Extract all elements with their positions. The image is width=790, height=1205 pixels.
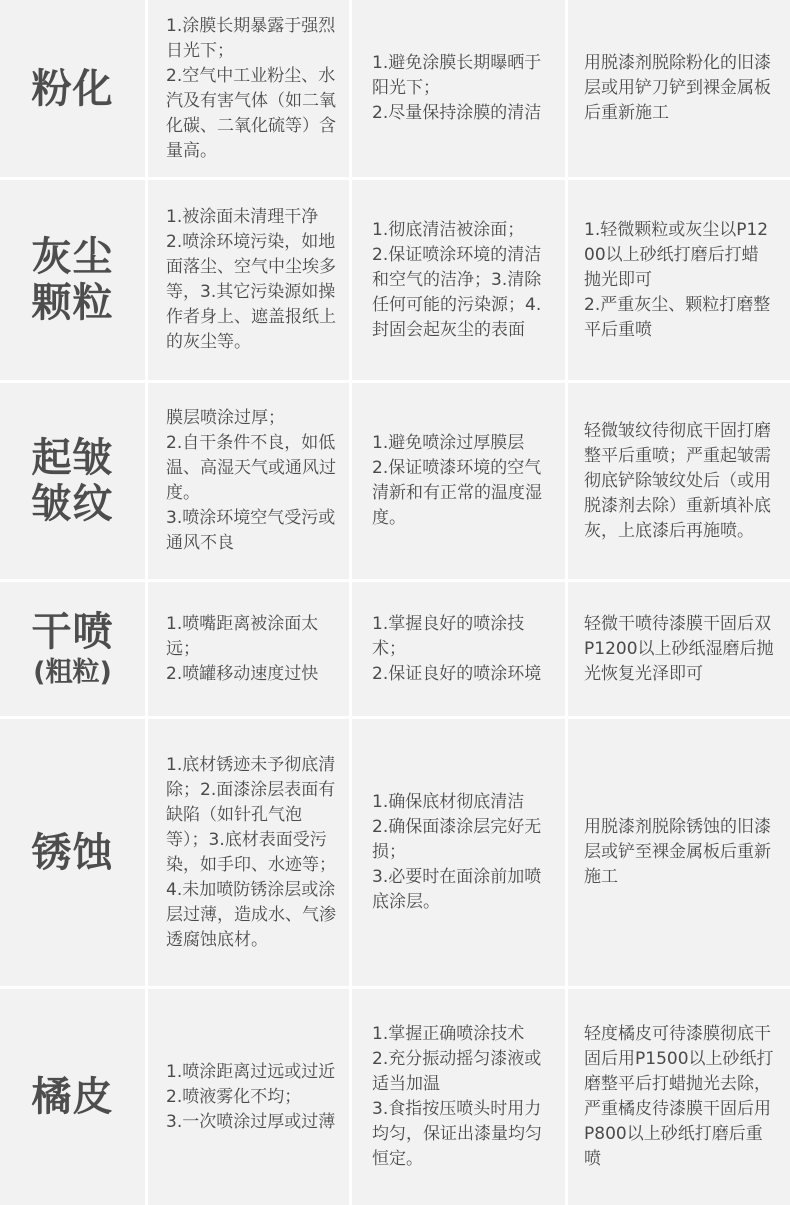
- cause-text: 膜层喷涂过厚； 2.自干条件不良，如低温、高湿天气或通风过度。 3.喷涂环境空气受污或通风不良: [166, 408, 336, 553]
- row-title: 橘皮: [31, 1074, 114, 1120]
- treatment-cell: [568, 989, 790, 1205]
- cause-text: 1.喷嘴距离被涂面太远； 2.喷罐移动速度过快: [166, 613, 319, 684]
- cause-cell: [148, 582, 352, 716]
- treatment-cell: [568, 719, 790, 986]
- treatment-text: 用脱漆剂脱除锈蚀的旧漆层或铲至裸金属板后重新施工: [584, 817, 771, 887]
- prevention-text: 1.彻底清洁被涂面； 2.保证喷涂环境的清洁和空气的洁净；3.清除任何可能的污染源；4.封固会起灰尘的表面: [372, 219, 542, 340]
- row-title-cell: [0, 719, 148, 986]
- cause-text: 1.底材锈迹未予彻底清除；2.面漆涂层表面有缺陷（如针孔气泡等）；3.底材表面受污染，如手印、水迹等；4.未加喷防锈涂层或涂层过薄，造成水、气渗透腐蚀底材。: [166, 754, 336, 950]
- row-title-cell: [0, 0, 148, 177]
- treatment-cell: [568, 582, 790, 716]
- row-title-cell: [0, 582, 148, 716]
- cause-text: 1.被涂面未清理干净 2.喷涂环境污染，如地面落尘、空气中尘埃多等，3.其它污染源如操作者身上、遮盖报纸上的灰尘等。: [166, 207, 336, 352]
- prevention-text: 1.避免喷涂过厚膜层 2.保证喷漆环境的空气清新和有正常的温度湿度。: [372, 433, 542, 528]
- prevention-cell: [352, 383, 568, 579]
- treatment-cell: [568, 0, 790, 177]
- cause-cell: [148, 0, 352, 177]
- treatment-cell: [568, 383, 790, 579]
- treatment-text: 轻微皱纹待彻底干固打磨整平后重喷；严重起皱需彻底铲除皱纹处后（或用脱漆剂去除）重新填补底灰，上底漆后再施喷。: [584, 420, 771, 541]
- row-subtitle: (粗粒): [33, 657, 112, 688]
- cause-cell: [148, 989, 352, 1205]
- row-title: 起皱皱纹: [31, 435, 114, 527]
- row-title: 干喷: [31, 609, 114, 655]
- cause-cell: [148, 719, 352, 986]
- cause-cell: [148, 383, 352, 579]
- row-title-cell: [0, 989, 148, 1205]
- prevention-cell: [352, 0, 568, 177]
- row-title-cell: [0, 180, 148, 380]
- prevention-text: 1.掌握良好的喷涂技术； 2.保证良好的喷涂环境: [372, 613, 542, 684]
- row-title: 粉化: [31, 65, 114, 112]
- cause-text: 1.喷涂距离过远或过近 2.喷液雾化不均； 3.一次喷涂过厚或过薄: [166, 1061, 336, 1132]
- row-title-cell: [0, 383, 148, 579]
- prevention-cell: [352, 582, 568, 716]
- prevention-cell: [352, 180, 568, 380]
- prevention-text: 1.避免涂膜长期曝晒于阳光下； 2.尽量保持涂膜的清洁: [372, 53, 542, 123]
- treatment-text: 轻度橘皮可待漆膜彻底干固后用P1500以上砂纸打磨整平后打蜡抛光去除，严重橘皮待漆膜干固后用P800以上砂纸打磨后重喷: [584, 1024, 774, 1169]
- treatment-text: 轻微干喷待漆膜干固后双P1200以上砂纸湿磨后抛光恢复光泽即可: [584, 613, 774, 684]
- treatment-text: 1.轻微颗粒或灰尘以P1200以上砂纸打磨后打蜡抛光即可 2.严重灰尘、颗粒打磨整平后重喷: [584, 219, 771, 340]
- row-title: 灰尘颗粒: [31, 234, 114, 326]
- treatment-text: 用脱漆剂脱除粉化的旧漆层或用铲刀铲到裸金属板后重新施工: [584, 53, 771, 123]
- prevention-text: 1.掌握正确喷涂技术 2.充分振动摇匀漆液或适当加温 3.食指按压喷头时用力均匀，保证出漆量均匀恒定。: [372, 1024, 542, 1169]
- prevention-text: 1.确保底材彻底清洁 2.确保面漆涂层完好无损； 3.必要时在面涂前加喷底涂层。: [372, 792, 542, 912]
- prevention-cell: [352, 719, 568, 986]
- cause-cell: [148, 180, 352, 380]
- prevention-cell: [352, 989, 568, 1205]
- treatment-cell: [568, 180, 790, 380]
- cause-text: 1.涂膜长期暴露于强烈日光下； 2.空气中工业粉尘、水汽及有害气体（如二氧化碳、二氧化硫等）含量高。: [166, 15, 336, 161]
- row-title: 锈蚀: [31, 829, 114, 876]
